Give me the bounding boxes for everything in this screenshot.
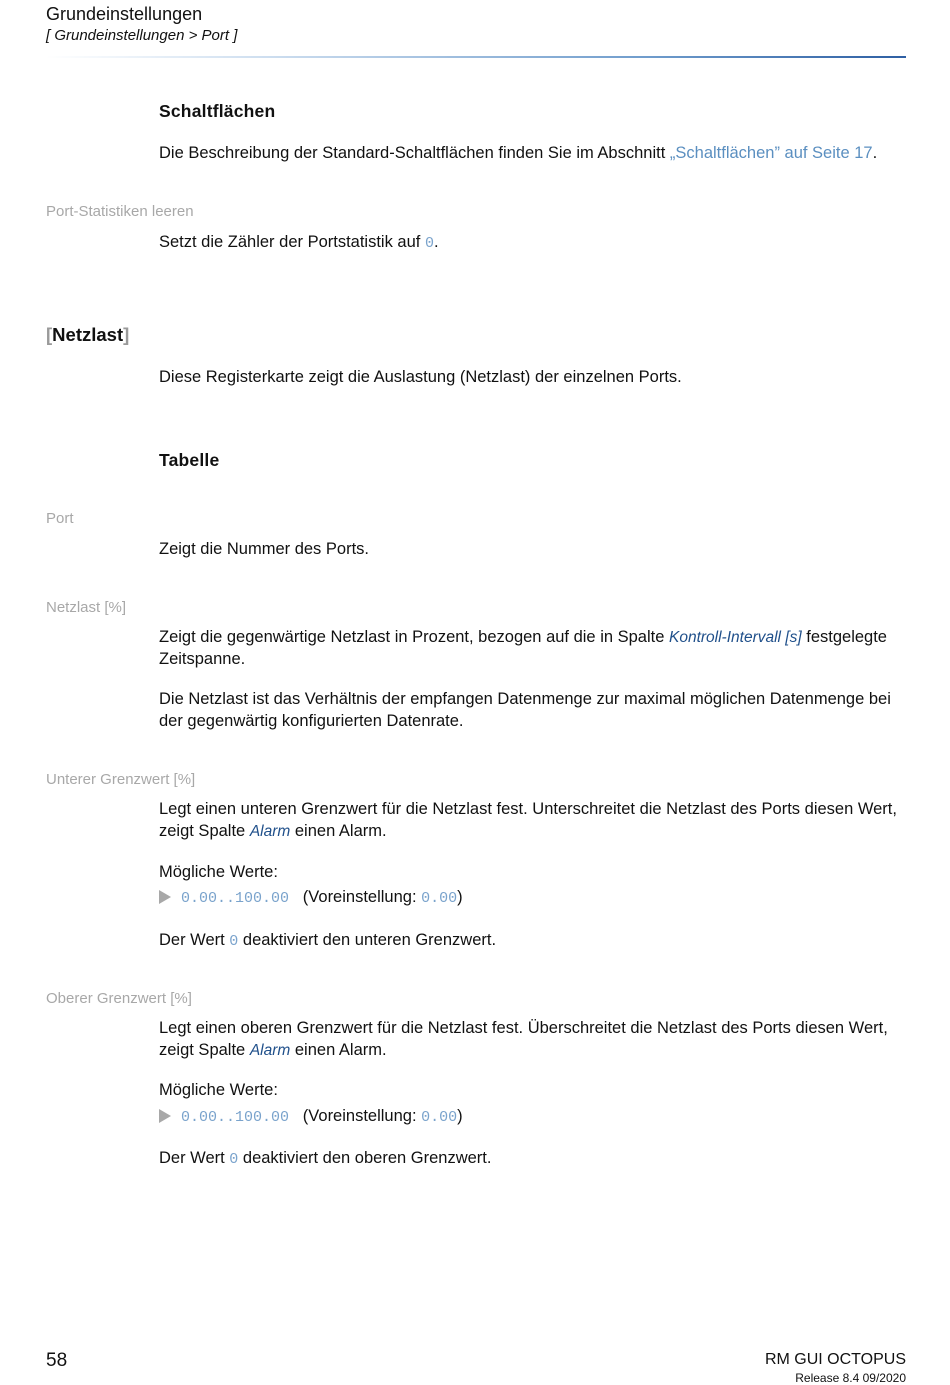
- column-ref-alarm: Alarm: [249, 822, 291, 840]
- unterer-values-label: Mögliche Werte:: [159, 863, 278, 881]
- header-divider: [46, 56, 906, 58]
- footer-release: Release 8.4 09/2020: [795, 1371, 906, 1385]
- oberer-value-range: 0.00..100.00 (Voreinstellung: 0.00): [159, 1107, 463, 1126]
- label-port: Port: [46, 510, 74, 527]
- oberer-values-label: Mögliche Werte:: [159, 1081, 278, 1099]
- breadcrumb: [ Grundeinstellungen > Port ]: [46, 27, 238, 44]
- netzlast-pct-text2: Die Netzlast ist das Verhältnis der empfangen Datenmenge zur maximal möglichen Datenmenge bei der gegenwärtig konfigurierten Datenrate.: [159, 690, 891, 730]
- port-text: Zeigt die Nummer des Ports.: [159, 540, 369, 558]
- code-value: 0: [424, 235, 434, 252]
- label-netzlast-pct: Netzlast [%]: [46, 599, 127, 616]
- bullet-triangle-icon: [159, 1109, 171, 1123]
- netzlast-description: Diese Registerkarte zeigt die Auslastung (Netzlast) der einzelnen Ports.: [159, 368, 682, 386]
- column-ref-alarm: Alarm: [249, 1041, 291, 1059]
- oberer-text1: Legt einen oberen Grenzwert für die Netzlast fest. Überschreitet die Netzlast des Ports diesen Wert, zeigt Spalte Alarm einen Alarm.: [159, 1019, 888, 1059]
- label-port-statistiken: Port-Statistiken leeren: [46, 203, 194, 220]
- heading-tabelle: Tabelle: [159, 450, 220, 470]
- link-schaltflaechen[interactable]: „Schaltflächen” auf Seite 17: [669, 144, 873, 162]
- heading-schaltflaechen: Schaltflächen: [159, 101, 276, 121]
- unterer-text3: Der Wert 0 deaktiviert den unteren Grenzwert.: [159, 931, 497, 950]
- footer-product: RM GUI OCTOPUS: [764, 1351, 906, 1368]
- column-ref-kontroll-intervall: Kontroll-Intervall [s]: [669, 629, 802, 646]
- label-unterer-grenzwert: Unterer Grenzwert [%]: [46, 771, 196, 788]
- label-oberer-grenzwert: Oberer Grenzwert [%]: [46, 990, 192, 1007]
- unterer-text1: Legt einen unteren Grenzwert für die Netzlast fest. Unterschreitet die Netzlast des Ports diesen Wert, zeigt Spalte Alarm einen Alarm.: [159, 800, 897, 840]
- oberer-text3: Der Wert 0 deaktiviert den oberen Grenzwert.: [159, 1149, 492, 1168]
- port-statistiken-text: Setzt die Zähler der Portstatistik auf 0.: [159, 233, 439, 252]
- bullet-triangle-icon: [159, 890, 171, 904]
- heading-netzlast-tab: [Netzlast]: [46, 324, 130, 345]
- netzlast-pct-text1: Zeigt die gegenwärtige Netzlast in Prozent, bezogen auf die in Spalte Kontroll-Intervall [s] festgelegte Zeitspanne.: [159, 628, 887, 668]
- unterer-value-range: 0.00..100.00 (Voreinstellung: 0.00): [159, 888, 463, 907]
- schaltflaechen-text: Die Beschreibung der Standard-Schaltflächen finden Sie im Abschnitt „Schaltflächen” auf Seite 17.: [159, 144, 878, 162]
- page-number: 58: [46, 1350, 68, 1371]
- header-title: Grundeinstellungen: [46, 4, 203, 24]
